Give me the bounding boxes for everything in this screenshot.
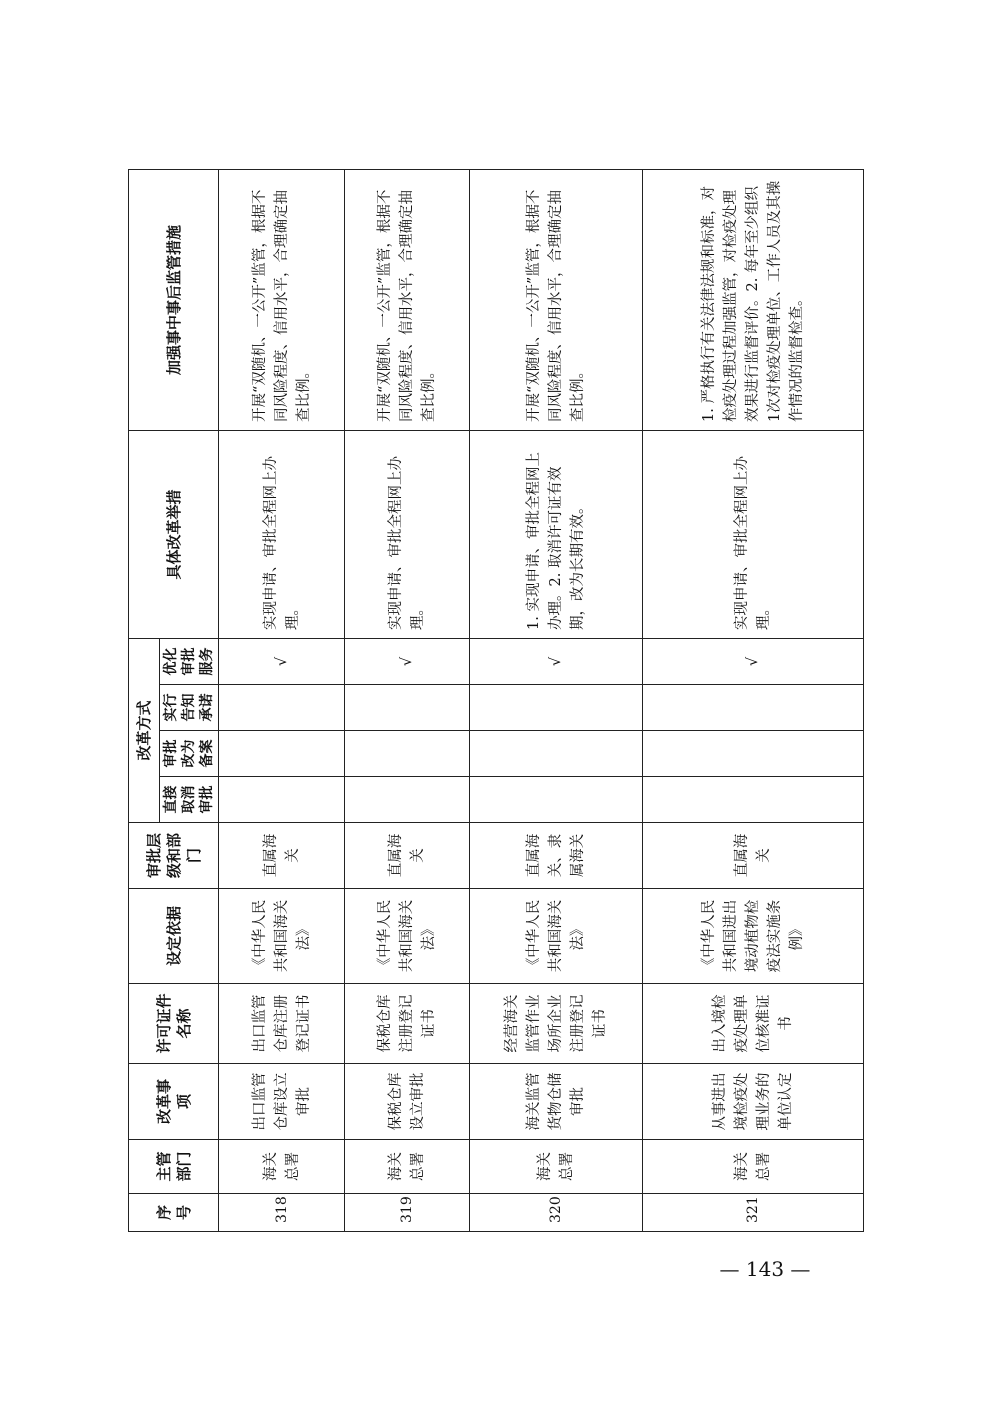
header-row-1 bbox=[129, 169, 160, 1231]
cell-measures: 实现申请、审批全程网上办理。 bbox=[219, 430, 345, 638]
cell-item: 海关监管货物仓储审批 bbox=[469, 1064, 642, 1140]
cell-mode-cancel bbox=[345, 777, 470, 823]
cell-dept: 海关总署 bbox=[219, 1140, 345, 1194]
cell-license: 出入境检疫处理单位核准证书 bbox=[642, 984, 863, 1064]
cell-mode-cancel bbox=[469, 777, 642, 823]
header-mode-filing: 审批改为备案 bbox=[160, 731, 219, 777]
cell-license: 出口监管仓库注册登记证书 bbox=[219, 984, 345, 1064]
header-mode-cancel: 直接取消审批 bbox=[160, 777, 219, 823]
reform-items-table bbox=[128, 169, 864, 1232]
cell-mode-filing bbox=[469, 731, 642, 777]
cell-seq: 321 bbox=[642, 1194, 863, 1232]
header-reform-mode: 改革方式 bbox=[129, 638, 160, 822]
header-dept: 主管部门 bbox=[129, 1140, 219, 1194]
header-seq: 序号 bbox=[129, 1194, 219, 1232]
cell-item: 出口监管仓库设立审批 bbox=[219, 1064, 345, 1140]
table-row bbox=[642, 169, 863, 1231]
header-license: 许可证件名称 bbox=[129, 984, 219, 1064]
cell-license: 保税仓库注册登记证书 bbox=[345, 984, 470, 1064]
cell-mode-notify bbox=[469, 685, 642, 731]
cell-mode-cancel bbox=[219, 777, 345, 823]
cell-item: 保税仓库设立审批 bbox=[345, 1064, 470, 1140]
cell-dept: 海关总署 bbox=[642, 1140, 863, 1194]
cell-dept: 海关总署 bbox=[469, 1140, 642, 1194]
cell-level: 直属海关 bbox=[345, 823, 470, 889]
cell-mode-optimize: √ bbox=[345, 638, 470, 684]
cell-mode-optimize: √ bbox=[469, 638, 642, 684]
table-row bbox=[469, 169, 642, 1231]
cell-mode-optimize: √ bbox=[219, 638, 345, 684]
cell-basis: 《中华人民共和国海关法》 bbox=[469, 889, 642, 984]
cell-level: 直属海关、隶属海关 bbox=[469, 823, 642, 889]
cell-mode-cancel bbox=[642, 777, 863, 823]
cell-item: 从事进出境检疫处理业务的单位认定 bbox=[642, 1064, 863, 1140]
cell-seq: 318 bbox=[219, 1194, 345, 1232]
header-basis: 设定依据 bbox=[129, 889, 219, 984]
cell-mode-filing bbox=[345, 731, 470, 777]
cell-seq: 319 bbox=[345, 1194, 470, 1232]
cell-dept: 海关总署 bbox=[345, 1140, 470, 1194]
cell-level: 直属海关 bbox=[642, 823, 863, 889]
cell-supervision: 1. 严格执行有关法律法规和标准，对检疫处理过程加强监管，对检疫处理效果进行监督评价。2. 每年至少组织1次对检疫处理单位、工作人员及其操作情况的监督检查。 bbox=[642, 169, 863, 430]
header-supervision: 加强事中事后监管措施 bbox=[129, 169, 219, 430]
cell-mode-filing bbox=[642, 731, 863, 777]
header-mode-optimize: 优化审批服务 bbox=[160, 638, 219, 684]
cell-supervision: 开展“双随机、一公开”监管，根据不同风险程度、信用水平，合理确定抽查比例。 bbox=[469, 169, 642, 430]
cell-supervision: 开展“双随机、一公开”监管，根据不同风险程度、信用水平，合理确定抽查比例。 bbox=[219, 169, 345, 430]
cell-supervision: 开展“双随机、一公开”监管，根据不同风险程度、信用水平，合理确定抽查比例。 bbox=[345, 169, 470, 430]
cell-level: 直属海关 bbox=[219, 823, 345, 889]
cell-basis: 《中华人民共和国进出境动植物检疫法实施条例》 bbox=[642, 889, 863, 984]
table-row bbox=[345, 169, 470, 1231]
rotated-table-container bbox=[128, 170, 864, 1232]
cell-measures: 1. 实现申请、审批全程网上办理。2. 取消许可证有效期，改为长期有效。 bbox=[469, 430, 642, 638]
header-mode-notify: 实行告知承诺 bbox=[160, 685, 219, 731]
cell-mode-optimize: √ bbox=[642, 638, 863, 684]
cell-mode-notify bbox=[345, 685, 470, 731]
cell-measures: 实现申请、审批全程网上办理。 bbox=[642, 430, 863, 638]
cell-mode-notify bbox=[642, 685, 863, 731]
header-level: 审批层级和部门 bbox=[129, 823, 219, 889]
table-row bbox=[219, 169, 345, 1231]
cell-mode-notify bbox=[219, 685, 345, 731]
page-number: — 143 — bbox=[719, 1257, 811, 1281]
cell-measures: 实现申请、审批全程网上办理。 bbox=[345, 430, 470, 638]
cell-mode-filing bbox=[219, 731, 345, 777]
cell-seq: 320 bbox=[469, 1194, 642, 1232]
cell-basis: 《中华人民共和国海关法》 bbox=[219, 889, 345, 984]
header-measures: 具体改革举措 bbox=[129, 430, 219, 638]
cell-basis: 《中华人民共和国海关法》 bbox=[345, 889, 470, 984]
cell-license: 经营海关监管作业场所企业注册登记证书 bbox=[469, 984, 642, 1064]
header-item: 改革事项 bbox=[129, 1064, 219, 1140]
